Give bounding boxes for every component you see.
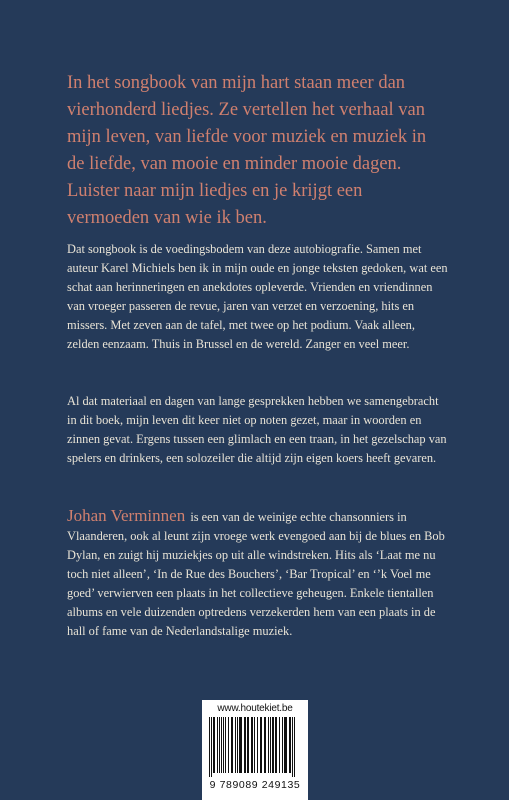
barcode-bar xyxy=(244,717,246,773)
intro-quote: In het songbook van mijn hart staan meer dan vierhonderd liedjes. Ze vertellen het verhaal van mijn leven, van liefde voor muziek en muziek in de liefde, van mooie en minder mooie dagen. Luister naar mijn liedjes en je krijgt een vermoeden van wie ik ben. xyxy=(67,73,427,228)
barcode-bar xyxy=(231,717,233,773)
barcode-bar xyxy=(272,717,274,773)
barcode-bar xyxy=(223,717,224,773)
description-paragraph-2: Al dat materiaal en dagen van lange gesprekken hebben we samengebracht in dit boek, mijn leven dit keer niet op noten gezet, maar in woorden en zinnen gevat. Ergens tussen een glimlach en een traan, in het gezelschap van spelers en drinkers, een solozeiler die altijd zijn eigen koers heeft gevaren. xyxy=(67,394,447,465)
barcode-bar xyxy=(237,717,238,773)
barcode-bar xyxy=(257,717,258,773)
barcode-bar xyxy=(268,717,269,773)
barcode-bar xyxy=(292,717,293,777)
isbn-digits: 9 789089 249135 xyxy=(209,779,301,791)
barcode-bar xyxy=(228,717,229,773)
author-bio-text: is een van de weinige echte chansonniers in Vlaanderen, ook al leunt zijn vroege werk evengoed aan bij de blues en Bob Dylan, en zuigt hij muziekjes op uit alle windstreken. Hits als ‘Laat me nu toch niet alleen’, ‘In de Rue des Bouchers’, ‘Bar Tropical’ en ‘’k Voel me goed’ verwierven een plaats in het collectieve geheugen. Enkele tientallen albums en vele duizenden optredens verzekerden hem van een plaats in de hall of fame van de Nederlandstalige muziek. xyxy=(67,510,445,638)
description-paragraph-1: Dat songbook is de voedingsbodem van deze autobiografie. Samen met auteur Karel Michiels ben ik in mijn oude en jonge teksten gedoken, wat een schat aan herinneringen en anekdotes opleverde. Vrienden en vriendinnen van vroeger passeren de revue, jaren van verzet en verzoening, hits en missers. Met zeven aan de tafel, met twee op het podium. Vaak alleen, zelden eenzaam. Thuis in Brussel en de wereld. Zanger en veel meer. xyxy=(67,242,448,351)
barcode-bar xyxy=(279,717,280,773)
barcode-bar xyxy=(275,717,277,773)
barcode-bar xyxy=(289,717,291,773)
barcode-bar xyxy=(282,717,283,773)
barcode-bar xyxy=(213,717,215,773)
barcode-bar xyxy=(294,717,295,777)
barcode-bar xyxy=(221,717,222,773)
barcode-bar xyxy=(247,717,249,773)
barcode-bar xyxy=(239,717,242,773)
barcode xyxy=(202,700,308,800)
barcode-bar xyxy=(284,717,287,773)
barcode-bar xyxy=(254,717,255,773)
barcode-bar xyxy=(225,717,226,773)
author-name: Johan Verminnen xyxy=(67,506,186,525)
publisher-url: www.houtekiet.be xyxy=(217,703,293,714)
barcode-bar xyxy=(219,717,220,773)
barcode-bar xyxy=(217,717,218,773)
barcode-bar xyxy=(235,717,236,773)
barcode-bar xyxy=(264,717,266,773)
barcode-bar xyxy=(270,717,271,773)
barcode-bar xyxy=(209,717,210,777)
author-bio xyxy=(67,506,449,641)
barcode-bars xyxy=(207,717,303,777)
barcode-bar xyxy=(260,717,262,773)
barcode-bar xyxy=(211,717,212,777)
barcode-bar xyxy=(251,717,253,773)
